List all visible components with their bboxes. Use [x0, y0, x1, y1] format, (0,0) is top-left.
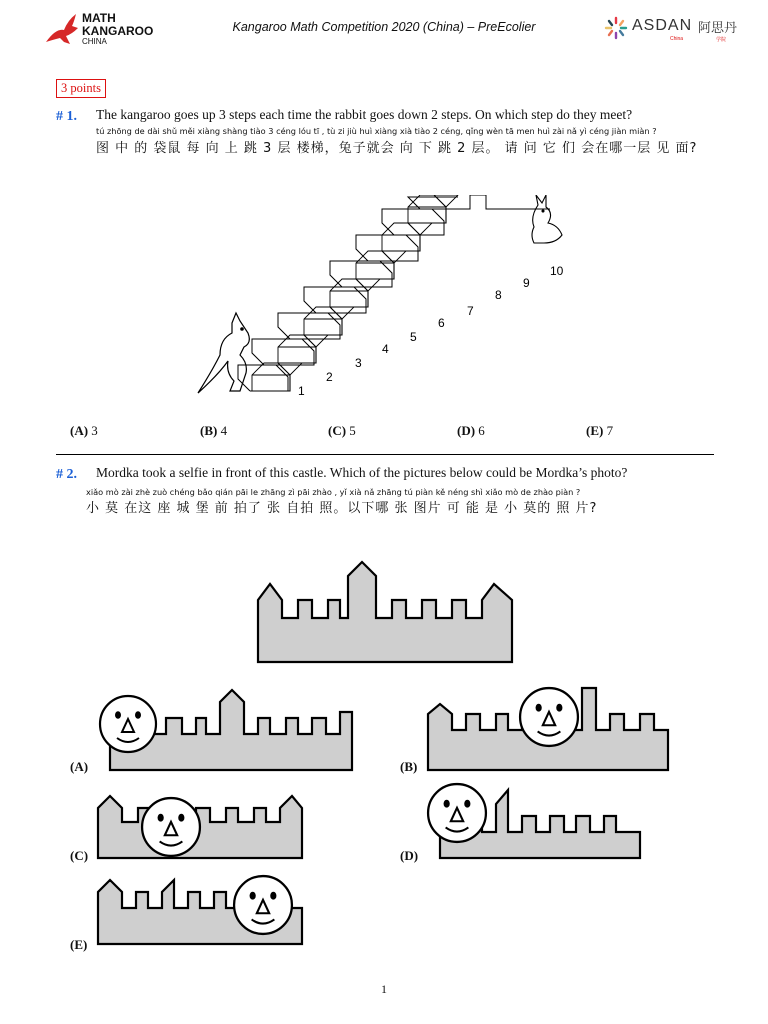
question-2-pinyin: xiǎo mò zài zhè zuò chéng bǎo qián pāi le zhāng zì pāi zhào , yǐ xià nǎ zhāng tú piàn kě néng shì xiǎo mò de zhào piàn ? [86, 487, 581, 497]
page-number: 1 [381, 982, 387, 996]
question-2-number: # 2. [56, 467, 77, 482]
asdan-logo-sub: China [670, 36, 684, 42]
option-value: 7 [606, 423, 614, 438]
question-1-header [56, 107, 77, 125]
option-letter: (E) [586, 423, 604, 438]
staircase [252, 195, 446, 391]
option-letter: (C) [328, 423, 347, 438]
kangaroo-figure [198, 313, 249, 393]
option-letter: (D) [400, 848, 419, 863]
asdan-logo-chinese: 阿思丹 [698, 21, 738, 36]
logo-text-kangaroo: KANGAROO [82, 24, 154, 38]
question-2-hanzi: 小 莫 在这 座 城 堡 前 拍了 张 自拍 照。以下哪 张 图片 可 能 是 小 莫的 照 片? [86, 501, 598, 516]
logo-text-china: CHINA [82, 37, 107, 46]
option-letter: (A) [70, 759, 89, 774]
castle-main [256, 560, 514, 664]
q1-option-c[interactable] [328, 423, 356, 439]
step-label: 8 [495, 288, 502, 302]
q1-option-b[interactable] [200, 423, 227, 439]
q2-option-d-picture[interactable] [426, 776, 646, 860]
q2-option-c-picture[interactable] [96, 792, 306, 860]
step-label: 4 [382, 342, 389, 356]
page-title: Kangaroo Math Competition 2020 (China) – PreEcolier [232, 20, 536, 34]
question-1-number: # 1. [56, 109, 77, 124]
option-letter: (C) [70, 848, 89, 863]
q2-option-a-picture[interactable] [96, 688, 356, 772]
q2-option-b-label [400, 759, 417, 775]
q1-option-a[interactable] [70, 423, 98, 439]
step-label: 9 [523, 276, 530, 290]
option-value: 3 [91, 423, 98, 438]
q2-option-d-label [400, 848, 418, 864]
option-letter: (B) [400, 759, 418, 774]
option-letter: (B) [200, 423, 218, 438]
divider [56, 454, 714, 455]
rabbit-figure [532, 195, 562, 243]
step-label: 6 [438, 316, 445, 330]
q2-option-c-label [70, 848, 88, 864]
q1-option-d[interactable] [457, 423, 485, 439]
asdan-logo-sub-cn: 学院 [716, 37, 727, 43]
question-2-header [56, 465, 77, 483]
logo-text-math: MATH [82, 11, 116, 25]
asdan-burst-icon [604, 16, 628, 40]
step-label: 1 [298, 384, 305, 398]
q2-option-e-label [70, 937, 87, 953]
option-value: 6 [478, 423, 485, 438]
q2-option-b-picture[interactable] [426, 686, 672, 772]
question-2-text: Mordka took a selfie in front of this castle. Which of the pictures below could be Mordka’s photo? [96, 465, 628, 480]
question-1-hanzi: 图 中 的 袋鼠 每 向 上 跳 3 层 楼梯，兔子就会 向 下 跳 2 层。 请 问 它 们 会在哪一层 见 面? [96, 141, 698, 156]
asdan-logo-text: ASDAN [632, 17, 693, 34]
step-label: 2 [326, 370, 333, 384]
q2-option-e-picture[interactable] [96, 866, 306, 946]
step-label: 10 [550, 264, 564, 278]
step-label: 3 [355, 356, 362, 370]
stair-steps [238, 195, 550, 391]
step-label: 5 [410, 330, 417, 344]
option-letter: (A) [70, 423, 89, 438]
q1-option-e[interactable] [586, 423, 613, 439]
staircase-figure [190, 195, 580, 405]
asdan-logo [604, 14, 744, 46]
question-1-text: The kangaroo goes up 3 steps each time the rabbit goes down 2 steps. On which step do they meet? [96, 107, 633, 122]
option-letter: (E) [70, 937, 88, 952]
option-letter: (D) [457, 423, 476, 438]
question-1-pinyin: tú zhōng de dài shǔ měi xiàng shàng tiào 3 céng lóu tī , tù zi jiù huì xiàng xià tiào 2 céng, qǐng wèn tā men huì zài nǎ yì céng jiàn miàn ? [96, 126, 657, 136]
step-label: 7 [467, 304, 474, 318]
option-value: 4 [220, 423, 228, 438]
option-value: 5 [349, 423, 356, 438]
points-label: 3 points [56, 79, 106, 98]
q2-option-a-label [70, 759, 88, 775]
